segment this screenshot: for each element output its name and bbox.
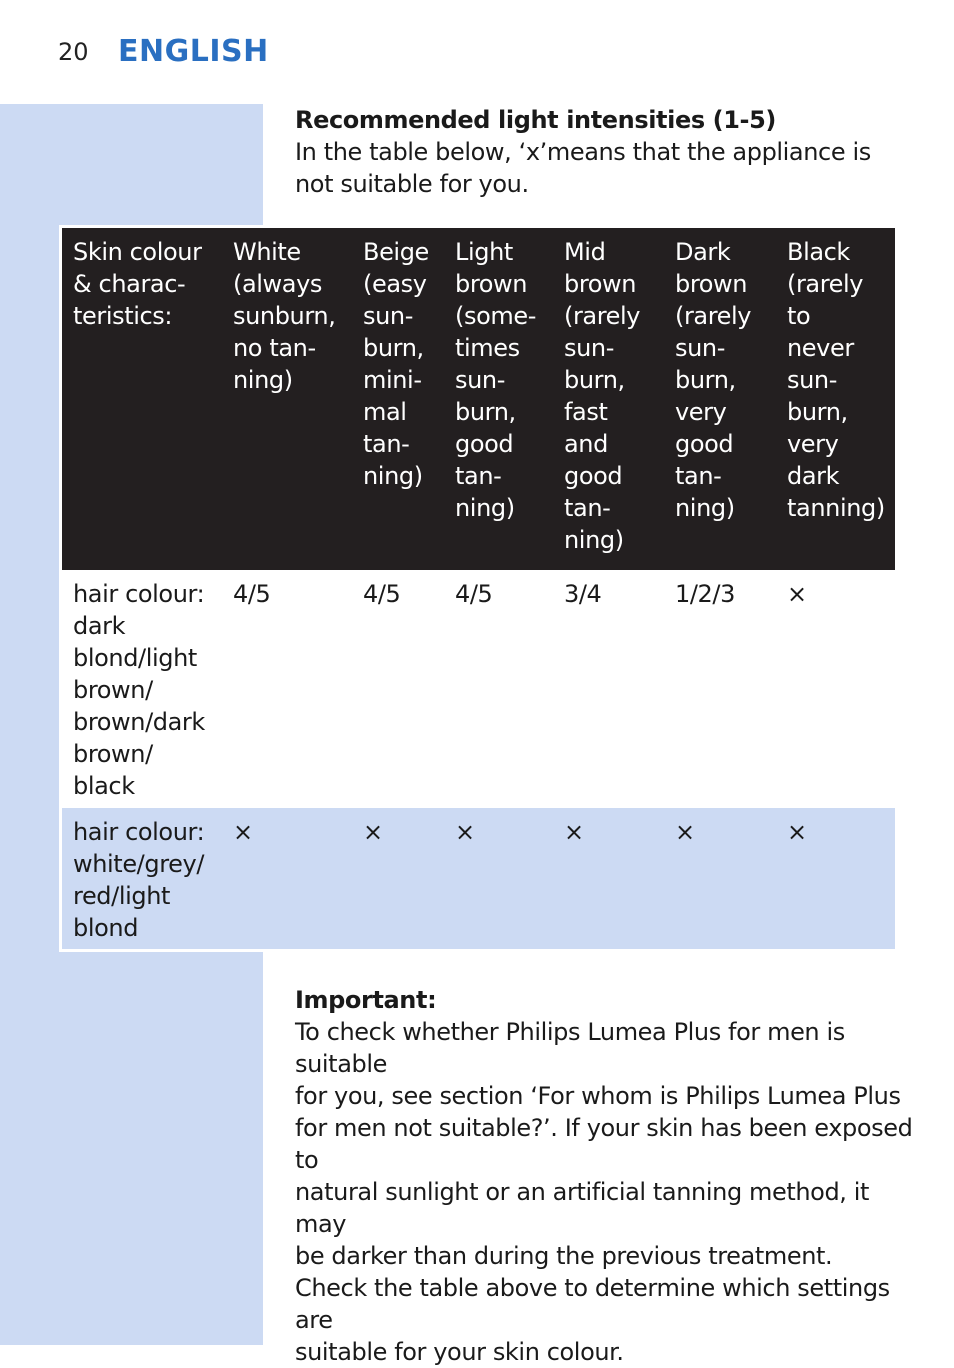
important-section bbox=[295, 984, 915, 1368]
header-line: Black bbox=[787, 238, 850, 266]
row-label-line: black bbox=[73, 772, 135, 800]
header-line: White bbox=[233, 238, 301, 266]
important-line: natural sunlight or an artificial tanning method, it may bbox=[295, 1178, 870, 1238]
table-cell: 3/4 bbox=[553, 570, 664, 808]
important-line: for men not suitable?’. If your skin has been exposed to bbox=[295, 1114, 913, 1174]
intro-title: Recommended light intensities (1-5) bbox=[295, 106, 776, 134]
table-cell: × bbox=[553, 808, 664, 949]
header-line: (easy bbox=[363, 270, 427, 298]
table-cell: 1/2/3 bbox=[664, 570, 776, 808]
header-line: good bbox=[675, 430, 734, 458]
header-line: brown bbox=[564, 270, 637, 298]
row-label-line: hair colour: bbox=[73, 580, 205, 608]
header-cell bbox=[664, 228, 776, 570]
header-line: (rarely bbox=[675, 302, 752, 330]
table-cell: × bbox=[352, 808, 444, 949]
page-number: 20 bbox=[58, 38, 89, 66]
header-line: burn, bbox=[564, 366, 625, 394]
important-line: be darker than during the previous treatment. bbox=[295, 1242, 833, 1270]
table-cell: 4/5 bbox=[352, 570, 444, 808]
row-label-line: red/light bbox=[73, 882, 171, 910]
table-cell: 4/5 bbox=[222, 570, 352, 808]
header-line: sun- bbox=[787, 366, 837, 394]
header-line: burn, bbox=[455, 398, 516, 426]
important-line: for you, see section ‘For whom is Philips Lumea Plus bbox=[295, 1082, 901, 1110]
header-line: (rarely bbox=[564, 302, 641, 330]
header-line: burn, bbox=[363, 334, 424, 362]
important-line: suitable for your skin colour. bbox=[295, 1338, 624, 1366]
header-cell bbox=[553, 228, 664, 570]
language-heading: ENGLISH bbox=[118, 34, 269, 69]
header-line: sun- bbox=[564, 334, 614, 362]
row-label-line: hair colour: bbox=[73, 818, 205, 846]
important-line: To check whether Philips Lumea Plus for men is suitable bbox=[295, 1018, 845, 1078]
header-line: sun- bbox=[675, 334, 725, 362]
row-label-line: blond bbox=[73, 914, 139, 942]
row-label-cell bbox=[62, 808, 222, 949]
header-line: ning) bbox=[455, 494, 515, 522]
important-line: Check the table above to determine which settings are bbox=[295, 1274, 890, 1334]
header-line: ning) bbox=[233, 366, 293, 394]
table-cell: × bbox=[222, 808, 352, 949]
header-line: (always bbox=[233, 270, 322, 298]
header-line: good bbox=[455, 430, 514, 458]
row-label-cell bbox=[62, 570, 222, 808]
header-line: sun- bbox=[455, 366, 505, 394]
header-line: no tan- bbox=[233, 334, 316, 362]
header-line: tan- bbox=[675, 462, 722, 490]
header-line: tan- bbox=[363, 430, 410, 458]
header-line: Dark bbox=[675, 238, 731, 266]
header-line: fast bbox=[564, 398, 608, 426]
table-cell: 4/5 bbox=[444, 570, 553, 808]
header-line: never bbox=[787, 334, 854, 362]
intro-text: In the table below, ‘x’means that the appliance is not suitable for you. bbox=[295, 138, 871, 198]
header-line: (rarely bbox=[787, 270, 864, 298]
header-line: burn, bbox=[787, 398, 848, 426]
header-line: very bbox=[787, 430, 839, 458]
header-line: to bbox=[787, 302, 811, 330]
header-line: mini- bbox=[363, 366, 422, 394]
header-cell bbox=[222, 228, 352, 570]
intensity-table bbox=[62, 228, 895, 949]
row-label-line: dark bbox=[73, 612, 126, 640]
header-line: & charac- bbox=[73, 270, 186, 298]
table-row bbox=[62, 808, 895, 949]
header-line: burn, bbox=[675, 366, 736, 394]
header-line: Beige bbox=[363, 238, 429, 266]
row-label-line: brown/ bbox=[73, 740, 153, 768]
header-line: very bbox=[675, 398, 727, 426]
header-line: times bbox=[455, 334, 520, 362]
header-line: ning) bbox=[564, 526, 624, 554]
table-cell: × bbox=[444, 808, 553, 949]
intensity-table-wrapper bbox=[59, 225, 895, 952]
table-cell: × bbox=[664, 808, 776, 949]
row-label-line: brown/dark bbox=[73, 708, 205, 736]
header-line: (some- bbox=[455, 302, 536, 330]
header-line: brown bbox=[675, 270, 748, 298]
header-line: and bbox=[564, 430, 608, 458]
table-row bbox=[62, 570, 895, 808]
header-line: sunburn, bbox=[233, 302, 336, 330]
header-line: tan- bbox=[455, 462, 502, 490]
important-title: Important: bbox=[295, 986, 437, 1014]
header-line: good bbox=[564, 462, 623, 490]
header-cell bbox=[352, 228, 444, 570]
table-cell: × bbox=[776, 808, 895, 949]
row-label-line: blond/light bbox=[73, 644, 197, 672]
header-line: Light bbox=[455, 238, 513, 266]
row-label-line: white/grey/ bbox=[73, 850, 204, 878]
header-line: brown bbox=[455, 270, 528, 298]
header-cell bbox=[62, 228, 222, 570]
header-line: sun- bbox=[363, 302, 413, 330]
header-line: tanning) bbox=[787, 494, 885, 522]
header-line: mal bbox=[363, 398, 407, 426]
header-cell bbox=[776, 228, 895, 570]
intro-section bbox=[295, 104, 905, 200]
header-line: teristics: bbox=[73, 302, 173, 330]
header-line: Mid bbox=[564, 238, 606, 266]
header-line: ning) bbox=[363, 462, 423, 490]
header-line: Skin colour bbox=[73, 238, 202, 266]
header-line: dark bbox=[787, 462, 840, 490]
header-line: tan- bbox=[564, 494, 611, 522]
table-header-row bbox=[62, 228, 895, 570]
header-line: ning) bbox=[675, 494, 735, 522]
table-cell: × bbox=[776, 570, 895, 808]
row-label-line: brown/ bbox=[73, 676, 153, 704]
header-cell bbox=[444, 228, 553, 570]
